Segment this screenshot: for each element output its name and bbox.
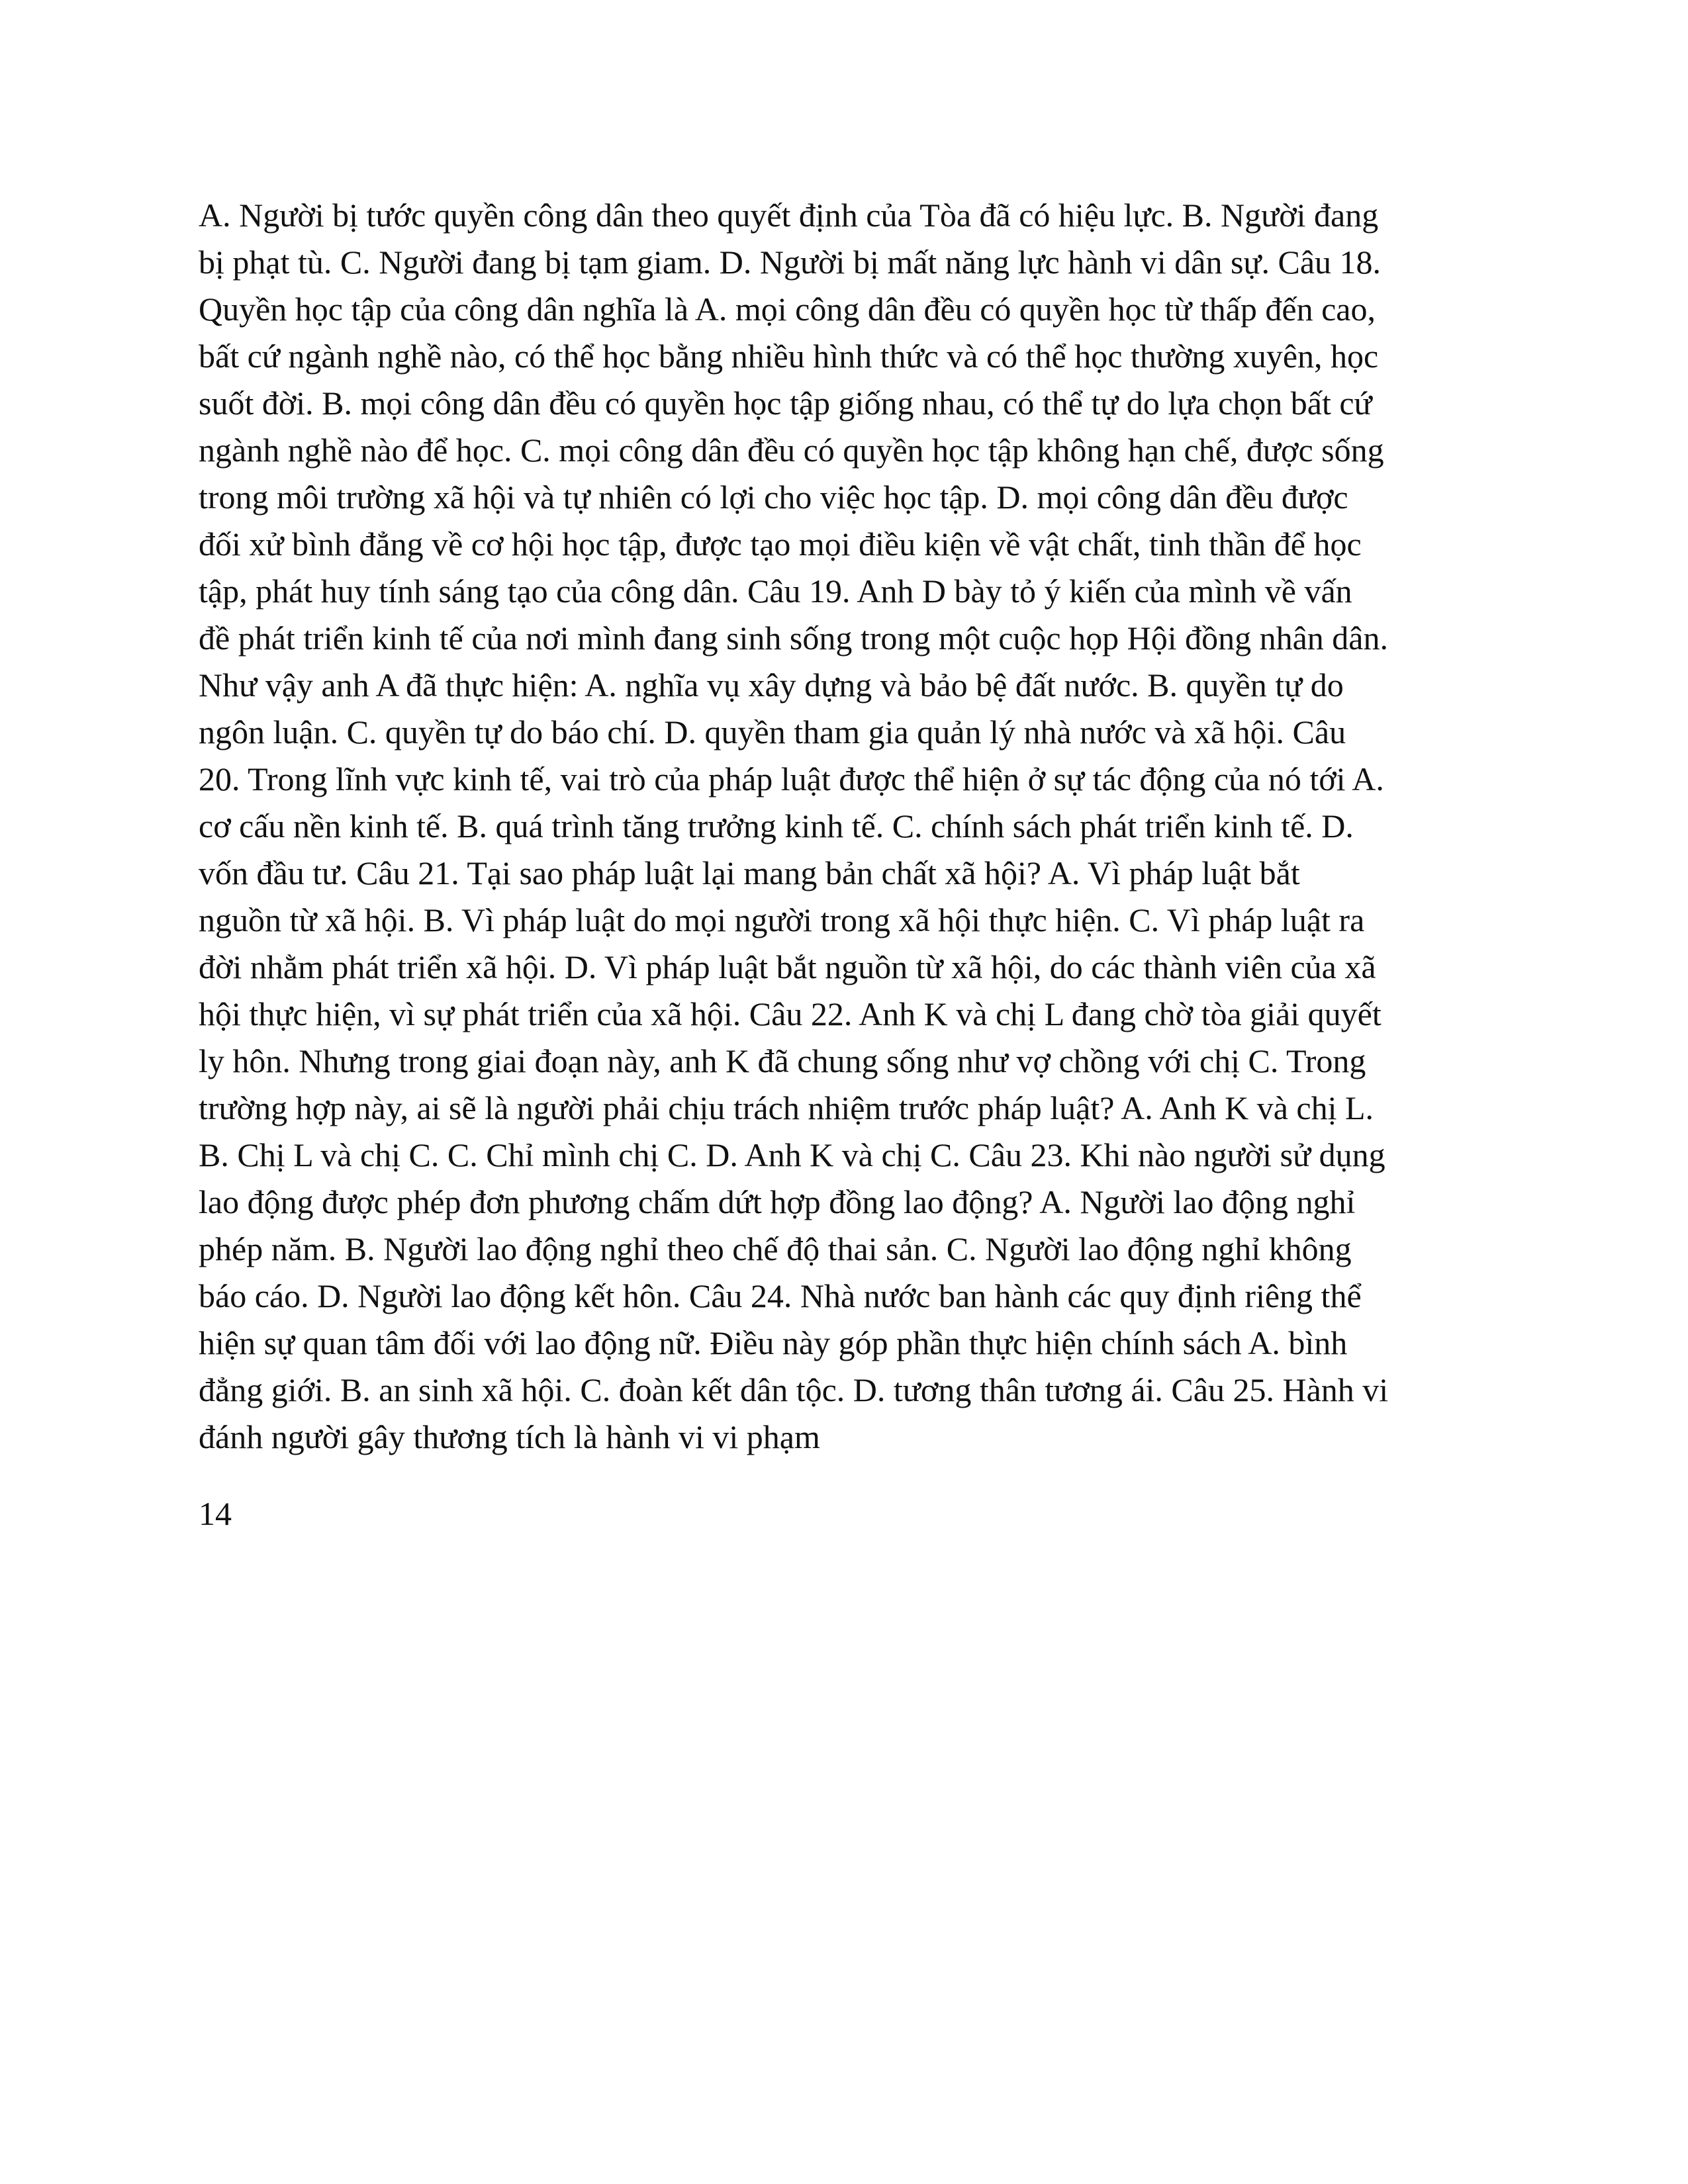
text-line: Như vậy anh A đã thực hiện: A. nghĩa vụ xây dựng và bảo bệ đất nước. B. quyền tự do: [199, 666, 1344, 704]
text-line: đời nhằm phát triển xã hội. D. Vì pháp luật bắt nguồn từ xã hội, do các thành viên của xã: [199, 948, 1376, 985]
text-line: A. Người bị tước quyền công dân theo quyết định của Tòa đã có hiệu lực. B. Người đang: [199, 197, 1379, 234]
body-text: [199, 192, 1496, 1461]
text-line: bị phạt tù. C. Người đang bị tạm giam. D. Người bị mất năng lực hành vi dân sự. Câu 18.: [199, 244, 1382, 281]
text-line: báo cáo. D. Người lao động kết hôn. Câu 24. Nhà nước ban hành các quy định riêng thể: [199, 1277, 1362, 1314]
text-line: bất cứ ngành nghề nào, có thể học bằng nhiều hình thức và có thể học thường xuyên, học: [199, 338, 1379, 375]
text-line: hội thực hiện, vì sự phát triển của xã hội. Câu 22. Anh K và chị L đang chờ tòa giải quyết: [199, 995, 1382, 1032]
text-line: Quyền học tập của công dân nghĩa là A. mọi công dân đều có quyền học từ thấp đến cao,: [199, 291, 1376, 328]
text-line: nguồn từ xã hội. B. Vì pháp luật do mọi người trong xã hội thực hiện. C. Vì pháp luật ra: [199, 901, 1365, 938]
text-line: phép năm. B. Người lao động nghỉ theo chế độ thai sản. C. Người lao động nghỉ không: [199, 1230, 1352, 1267]
text-line: trường hợp này, ai sẽ là người phải chịu trách nhiệm trước pháp luật? A. Anh K và chị L.: [199, 1089, 1374, 1126]
text-line: lao động được phép đơn phương chấm dứt hợp đồng lao động? A. Người lao động nghỉ: [199, 1183, 1356, 1220]
page-number: 14: [199, 1495, 232, 1532]
text-line: đẳng giới. B. an sinh xã hội. C. đoàn kết dân tộc. D. tương thân tương ái. Câu 25. Hành vi: [199, 1371, 1389, 1408]
text-line: ngôn luận. C. quyền tự do báo chí. D. quyền tham gia quản lý nhà nước và xã hội. Câu: [199, 713, 1346, 751]
text-line: suốt đời. B. mọi công dân đều có quyền học tập giống nhau, có thể tự do lựa chọn bất cứ: [199, 385, 1372, 422]
text-line: đề phát triển kinh tế của nơi mình đang sinh sống trong một cuộc họp Hội đồng nhân dân.: [199, 619, 1388, 657]
text-line: đối xử bình đẳng về cơ hội học tập, được tạo mọi điều kiện về vật chất, tinh thần để học: [199, 525, 1362, 563]
text-line: hiện sự quan tâm đối với lao động nữ. Điều này góp phần thực hiện chính sách A. bình: [199, 1324, 1348, 1361]
text-line: ngành nghề nào để học. C. mọi công dân đều có quyền học tập không hạn chế, được sống: [199, 432, 1384, 469]
text-line: tập, phát huy tính sáng tạo của công dân. Câu 19. Anh D bày tỏ ý kiến của mình về vấn: [199, 572, 1352, 610]
text-line: 20. Trong lĩnh vực kinh tế, vai trò của pháp luật được thể hiện ở sự tác động của nó tới A.: [199, 760, 1384, 797]
text-line: ly hôn. Nhưng trong giai đoạn này, anh K đã chung sống như vợ chồng với chị C. Trong: [199, 1042, 1366, 1079]
text-line: cơ cấu nền kinh tế. B. quá trình tăng trưởng kinh tế. C. chính sách phát triển kinh tế. D.: [199, 807, 1354, 844]
text-line: đánh người gây thương tích là hành vi vi phạm: [199, 1418, 820, 1455]
text-line: vốn đầu tư. Câu 21. Tại sao pháp luật lại mang bản chất xã hội? A. Vì pháp luật bắt: [199, 854, 1300, 891]
text-line: B. Chị L và chị C. C. Chỉ mình chị C. D. Anh K và chị C. Câu 23. Khi nào người sử dụng: [199, 1136, 1385, 1173]
text-line: trong môi trường xã hội và tự nhiên có lợi cho việc học tập. D. mọi công dân đều được: [199, 478, 1348, 516]
